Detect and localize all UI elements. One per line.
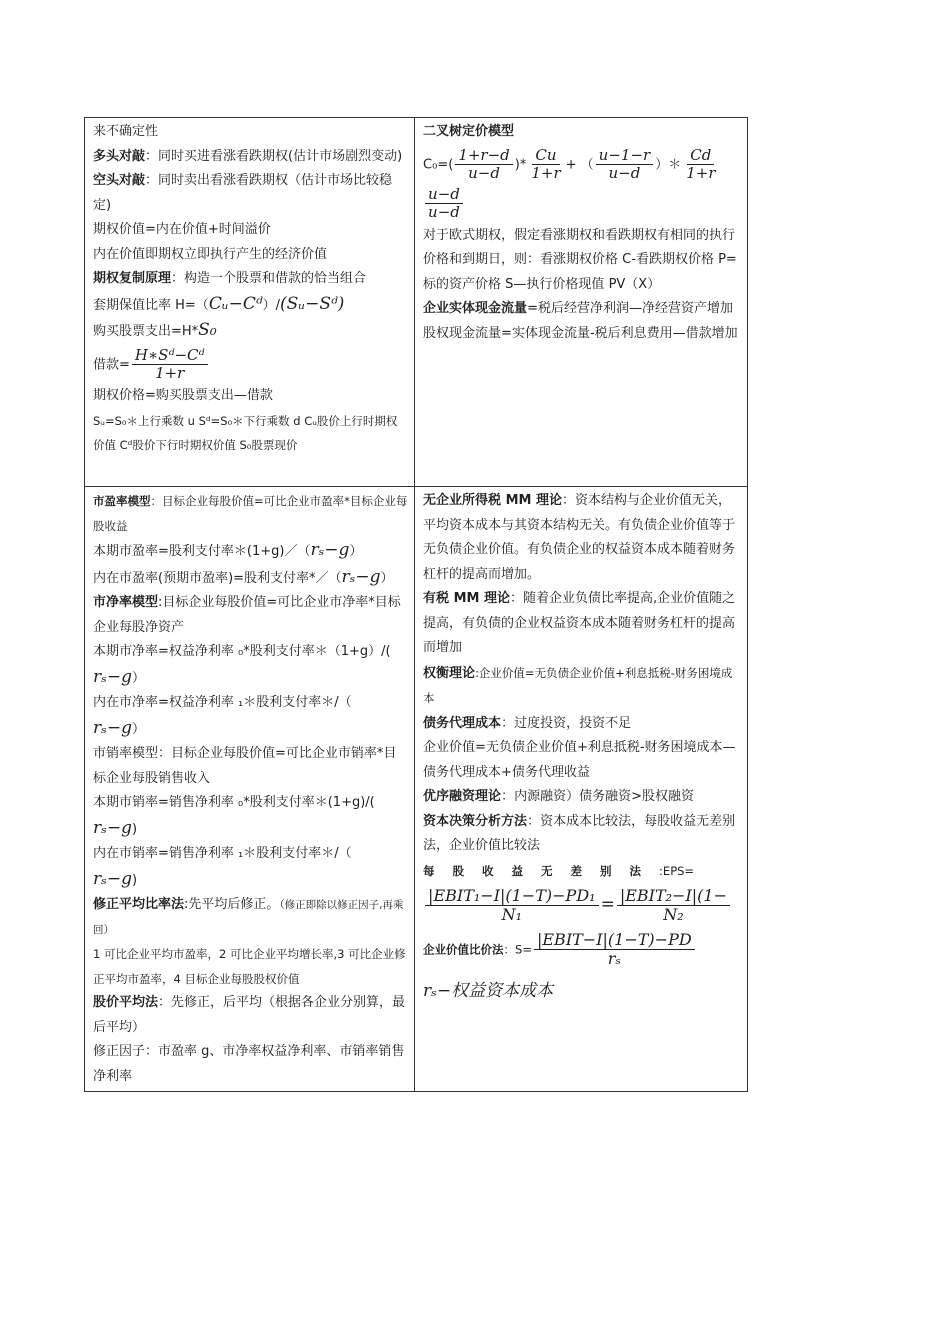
frac-3 xyxy=(596,147,654,183)
firm-value-prefix: ：S= xyxy=(503,942,532,957)
ps-current-prefix: 本期市销率=销售净利率 ₀*股利支付率＊(1+g)/( xyxy=(93,795,375,810)
mm-no-tax-text: ：资本结构与企业价值无关，平均资本成本与其资本结构无关。有负债企业价值等于无负债企业价值。有负债企业的权益资本成本随着财务杠杆的提高而增加。 xyxy=(423,493,736,582)
pecking-label: 优序融资理论 xyxy=(423,789,502,804)
frac-2-den: 1+r xyxy=(531,163,561,182)
notes-table xyxy=(84,117,748,1092)
long-straddle-text: ：同时买进看涨看跌期权(估计市场剧烈变动) xyxy=(145,148,403,164)
replication-text: ：构造一个股票和借款的恰当组合 xyxy=(171,271,367,286)
table-row xyxy=(85,487,748,1092)
option-price: 期权价格=购买股票支出—借款 xyxy=(93,388,273,403)
pb-current-prefix: 本期市净率=权益净利率 ₀*股利支付率＊（1+g）/( xyxy=(93,644,391,659)
firm-value-compare xyxy=(423,931,741,969)
pb-current-formula: rₛ−g xyxy=(93,666,132,687)
ps-intrinsic xyxy=(93,842,408,893)
stock-cost xyxy=(93,318,408,345)
table-row xyxy=(85,118,748,487)
star-1: )* xyxy=(514,156,527,172)
adjust-factors: 修正因子：市盈率 g、市净率权益净利率、市销率销售净利率 xyxy=(93,1044,405,1084)
options-cell xyxy=(85,118,415,487)
pb-text: :目标企业每股价值=可比企业市净率*目标企业每股净资产 xyxy=(93,595,401,635)
eps-suffix: :EPS= xyxy=(659,863,695,878)
price-avg xyxy=(93,991,408,1040)
frac-2 xyxy=(528,147,563,183)
frac-3-num: u−1−r xyxy=(596,147,654,165)
pe-current xyxy=(93,538,408,565)
ps-current-close: ) xyxy=(131,821,138,837)
adj-avg-note: （修正即除以修正因子,再乘回） xyxy=(93,899,404,936)
ps-intrinsic-close: ) xyxy=(131,872,138,888)
equity-cash-flow: 股权现金流量=实体现金流量-税后利息费用—借款增加 xyxy=(423,325,738,341)
capital-structure-cell xyxy=(415,487,748,1092)
adj-avg-steps: 1 可比企业平均市盈率，2 可比企业平均增长率,3 可比企业修正平均市盈率，4 目标企业每股股权价值 xyxy=(93,947,406,986)
borrow-den: 1+r xyxy=(155,363,185,382)
capital-decision xyxy=(423,810,741,859)
agency-value: 企业价值=无负债企业价值+利息抵税-财务困境成本—债务代理成本+债务代理收益 xyxy=(423,740,736,780)
su-sd-definitions: Sᵤ=S₀＊上行乘数 u Sᵈ=S₀＊下行乘数 d Cᵤ股价上行时期权价值 Cᵈ股价下行时期权价值 S₀股票现价 xyxy=(93,413,398,452)
pe-text: ：目标企业每股价值=可比企业市盈率*目标企业每股收益 xyxy=(93,494,408,533)
multiples-cell xyxy=(85,487,415,1092)
tradeoff-label: 权衡理论 xyxy=(423,665,476,681)
ps-intrinsic-prefix: 内在市销率=销售净利率 ₁＊股利支付率＊/（ xyxy=(93,846,352,861)
eps-right xyxy=(617,887,730,925)
borrow-prefix: 借款= xyxy=(93,356,130,372)
firm-cf-text: =税后经营净利润—净经营资产增加 xyxy=(527,301,733,316)
agency-text: ：过度投资，投资不足 xyxy=(501,715,632,731)
pb-label: 市净率模型 xyxy=(93,595,159,610)
frac-5-num: u−d xyxy=(425,186,463,204)
short-straddle xyxy=(93,169,408,218)
frac-1 xyxy=(455,147,512,183)
eps-left-num: |EBIT₁−I|(1−T)−PD₁ xyxy=(425,887,599,906)
frac-4 xyxy=(683,147,718,183)
firm-cash-flow xyxy=(423,297,741,322)
mm-no-tax xyxy=(423,489,741,587)
pe-model xyxy=(93,489,408,538)
stock-cost-symbol: S₀ xyxy=(198,320,217,340)
pe-forward-prefix: 内在市盈率(预期市盈率)=股利支付率*／（ xyxy=(93,570,342,586)
binomial-formula-cont xyxy=(423,186,741,222)
pe-current-prefix: 本期市盈率=股利支付率＊(1+g)／（ xyxy=(93,544,311,559)
frac-5-den: u−d xyxy=(428,203,460,222)
long-straddle xyxy=(93,145,408,170)
pb-model xyxy=(93,591,408,640)
tradeoff-text: :企业价值=无负债企业价值+利息抵税-财务困境成本 xyxy=(423,665,733,705)
eps-equals: = xyxy=(600,894,615,915)
ps-current xyxy=(93,791,408,842)
frac-1-num: 1+r−d xyxy=(455,147,512,165)
adj-avg xyxy=(93,893,408,942)
frac-3-den: u−d xyxy=(608,163,641,182)
pe-current-close: ） xyxy=(349,544,363,559)
frac-5 xyxy=(425,186,463,222)
frac-4-num: Cd xyxy=(687,147,714,165)
binomial-cell xyxy=(415,118,748,487)
pe-current-formula: rₛ−g xyxy=(310,540,350,560)
pb-intrinsic-prefix: 内在市净率=权益净利率 ₁＊股利支付率＊/（ xyxy=(93,695,352,710)
pb-intrinsic-formula: rₛ−g xyxy=(93,717,132,738)
option-value: 期权价值=内在价值+时间溢价 xyxy=(93,222,271,237)
eps-left xyxy=(425,887,599,925)
pe-label: 市盈率模型 xyxy=(93,494,151,508)
firm-value-den: rₛ xyxy=(607,949,621,969)
eps-indifference xyxy=(423,859,741,884)
firm-cf-label: 企业实体现金流量 xyxy=(423,301,528,316)
eps-right-den: N₂ xyxy=(663,905,684,925)
long-straddle-label: 多头对敲 xyxy=(93,148,146,164)
replication-label: 期权复制原理 xyxy=(93,271,172,286)
borrow xyxy=(93,347,408,383)
adj-avg-label: 修正平均比率法 xyxy=(93,897,185,912)
tradeoff xyxy=(423,661,741,712)
pe-forward xyxy=(93,565,408,592)
binomial-formula xyxy=(423,147,741,183)
replication xyxy=(93,267,408,292)
pb-current xyxy=(93,640,408,691)
star-2: ）＊ xyxy=(655,156,682,172)
short-straddle-label: 空头对敲 xyxy=(93,173,146,188)
stock-cost-prefix: 购买股票支出=H* xyxy=(93,324,199,339)
uncertainty-line: 来不确定性 xyxy=(93,124,159,139)
pecking-order xyxy=(423,785,741,810)
firm-value-fraction xyxy=(534,931,695,969)
pb-current-close: ） xyxy=(131,670,145,686)
c0-prefix: C₀=( xyxy=(423,156,454,172)
ps-current-formula: rₛ−g xyxy=(93,817,132,838)
frac-4-den: 1+r xyxy=(686,163,716,182)
pb-intrinsic xyxy=(93,691,408,742)
put-call-parity: 对于欧式期权，假定看涨期权和看跌期权有相同的执行价格和到期日，则：看涨期权价格 C-看跌期权价格 P=标的资产价格 S—执行价格现值 PV（X） xyxy=(423,227,737,292)
mm-no-tax-label: 无企业所得税 MM 理论 xyxy=(423,493,562,508)
pe-forward-close: ） xyxy=(380,570,394,586)
hedge-ratio-prefix: 套期保值比率 H=（ xyxy=(93,297,209,313)
frac-2-num: Cu xyxy=(532,147,559,165)
plus-sign: + （ xyxy=(565,156,594,172)
eps-label: 每股收益无差别法 xyxy=(423,863,660,878)
eps-right-num: |EBIT₂−I|(1− xyxy=(617,887,730,906)
firm-value-label: 企业价值比价法 xyxy=(423,942,504,957)
mm-tax-label: 有税 MM 理论 xyxy=(423,591,510,606)
mm-tax xyxy=(423,587,741,661)
hedge-ratio-formula-a: Cᵤ−Cᵈ xyxy=(208,293,263,314)
hedge-ratio xyxy=(93,292,408,319)
agency-label: 债务代理成本 xyxy=(423,715,502,731)
intrinsic-value: 内在价值即期权立即执行产生的经济价值 xyxy=(93,246,328,262)
equity-cost: rₛ−权益资本成本 xyxy=(423,980,554,1001)
pecking-text: ：内源融资）债务融资>股权融资 xyxy=(501,789,694,804)
borrow-fraction xyxy=(132,347,208,383)
price-avg-label: 股价平均法 xyxy=(93,995,159,1010)
ps-model: 市销率模型：目标企业每股价值=可比企业市销率*目标企业每股销售收入 xyxy=(93,746,397,786)
ps-intrinsic-formula: rₛ−g xyxy=(93,868,132,889)
price-avg-text: ：先修正，后平均（根据各企业分别算，最后平均） xyxy=(93,995,406,1035)
capital-text: ：资本成本比较法，每股收益无差别法，企业价值比较法 xyxy=(423,813,736,853)
mm-tax-text: ：随着企业负债比率提高,企业价值随之提高，有负债的企业权益资本成本随着财务杠杆的提高而增加 xyxy=(423,591,736,655)
borrow-num: H∗Sᵈ−Cᵈ xyxy=(132,347,208,365)
hedge-ratio-formula-b: (Sᵤ−Sᵈ) xyxy=(280,293,345,314)
capital-label: 资本决策分析方法 xyxy=(423,813,528,829)
binomial-label: 二叉树定价模型 xyxy=(423,124,515,139)
pe-forward-formula: rₛ−g xyxy=(341,566,381,587)
agency-cost xyxy=(423,712,741,737)
pb-intrinsic-close: ） xyxy=(131,721,145,737)
hedge-ratio-mid: ）/ xyxy=(262,297,281,313)
adj-avg-text: :先平均后修正。 xyxy=(184,897,280,912)
short-straddle-text: ：同时卖出看涨看跌期权（估计市场比较稳定) xyxy=(93,173,393,213)
eps-formula xyxy=(423,887,741,925)
firm-value-num: |EBIT−I|(1−T)−PD xyxy=(534,931,695,950)
eps-left-den: N₁ xyxy=(501,905,523,925)
frac-1-den: u−d xyxy=(468,163,500,182)
